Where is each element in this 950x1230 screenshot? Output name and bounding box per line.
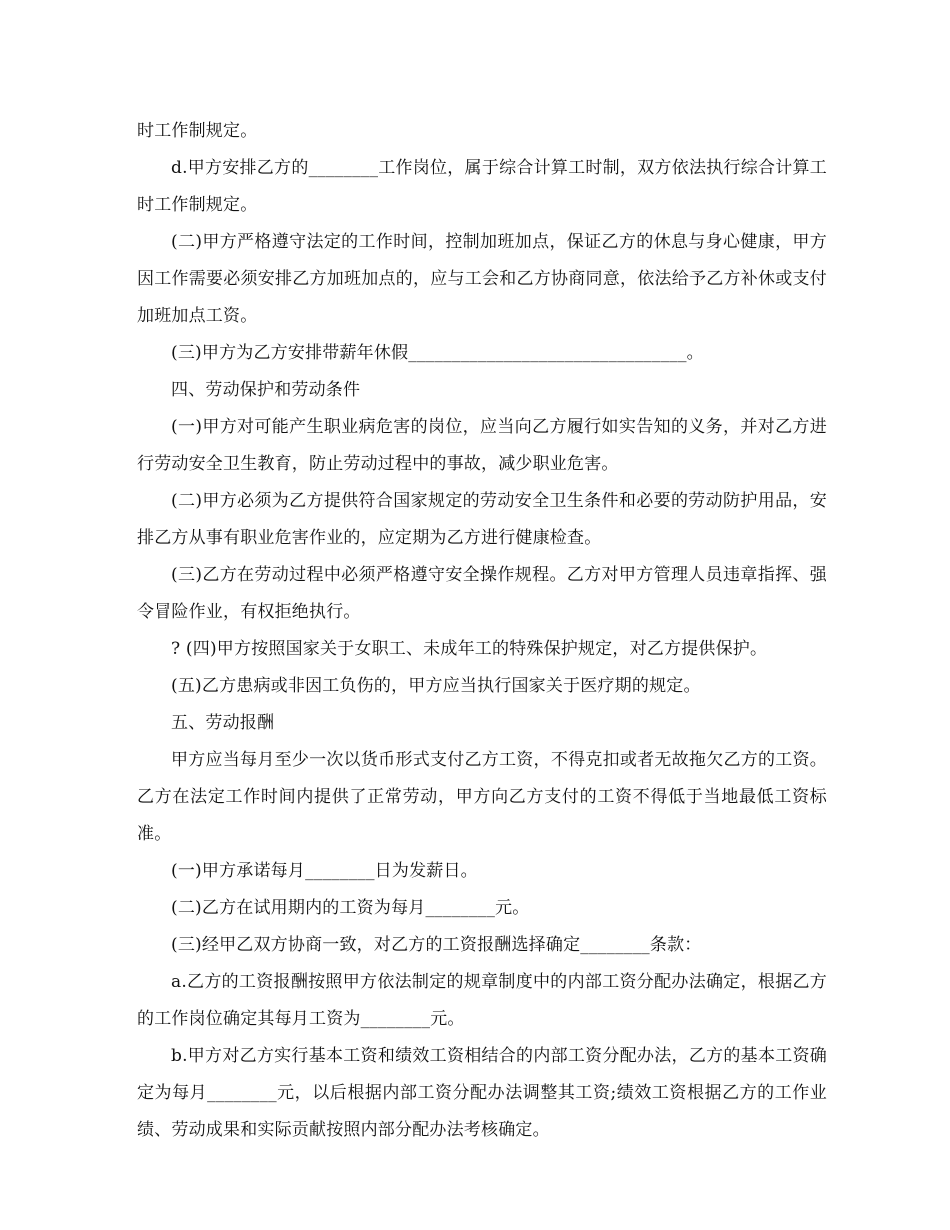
- paragraph-wage-option: (三)经甲乙双方协商一致，对乙方的工资报酬选择确定________条款：: [171, 935, 702, 955]
- paragraph-wage-payment: 甲方应当每月至少一次以货币形式支付乙方工资，不得克扣或者无故拖欠乙方的工资。乙方在法定工作时间内提供了正常劳动，甲方向乙方支付的工资不得低于当地最低工资标准。: [137, 750, 827, 844]
- paragraph-option-a: a.乙方的工资报酬按照甲方依法制定的规章制度中的内部工资分配办法确定，根据乙方的工作岗位确定其每月工资为________元。: [137, 972, 827, 1029]
- paragraph-clause-d: d.甲方安排乙方的________工作岗位，属于综合计算工时制，双方依法执行综合计算工时工作制规定。: [137, 158, 827, 215]
- paragraph-annual-leave: (三)甲方为乙方安排带薪年休假________________________________。: [171, 343, 704, 363]
- paragraph-safety-conditions: (二)甲方必须为乙方提供符合国家规定的劳动安全卫生条件和必要的劳动防护用品，安排乙方从事有职业危害作业的，应定期为乙方进行健康检查。: [137, 491, 827, 548]
- paragraph-occupational-hazard: (一)甲方对可能产生职业病危害的岗位，应当向乙方履行如实告知的义务，并对乙方进行劳动安全卫生教育，防止劳动过程中的事故，减少职业危害。: [137, 417, 827, 474]
- paragraph-payday: (一)甲方承诺每月________日为发薪日。: [171, 861, 478, 881]
- paragraph-medical-period: (五)乙方患病或非因工负伤的，甲方应当执行国家关于医疗期的规定。: [171, 676, 701, 696]
- paragraph-special-protection: ? (四)甲方按照国家关于女职工、未成年工的特殊保护规定，对乙方提供保护。: [171, 639, 768, 659]
- paragraph-continuation: 时工作制规定。: [137, 121, 258, 141]
- paragraph-overtime: (二)甲方严格遵守法定的工作时间，控制加班加点，保证乙方的休息与身心健康，甲方因工作需要必须安排乙方加班加点的，应与工会和乙方协商同意，依法给予乙方补休或支付加班加点工资。: [137, 232, 827, 326]
- paragraph-probation-wage: (二)乙方在试用期内的工资为每月________元。: [171, 898, 530, 918]
- paragraph-option-b: b.甲方对乙方实行基本工资和绩效工资相结合的内部工资分配办法，乙方的基本工资确定为每月________元，以后根据内部工资分配办法调整其工资;绩效工资根据乙方的工作业绩、劳动成果和实际贡献按照内部分配办法考核确定。: [137, 1046, 827, 1140]
- paragraph-safety-rules: (三)乙方在劳动过程中必须严格遵守安全操作规程。乙方对甲方管理人员违章指挥、强令冒险作业，有权拒绝执行。: [137, 565, 827, 622]
- section-heading-labor-protection: 四、劳动保护和劳动条件: [171, 380, 361, 400]
- document-body: [137, 113, 827, 1149]
- section-heading-remuneration: 五、劳动报酬: [171, 713, 275, 733]
